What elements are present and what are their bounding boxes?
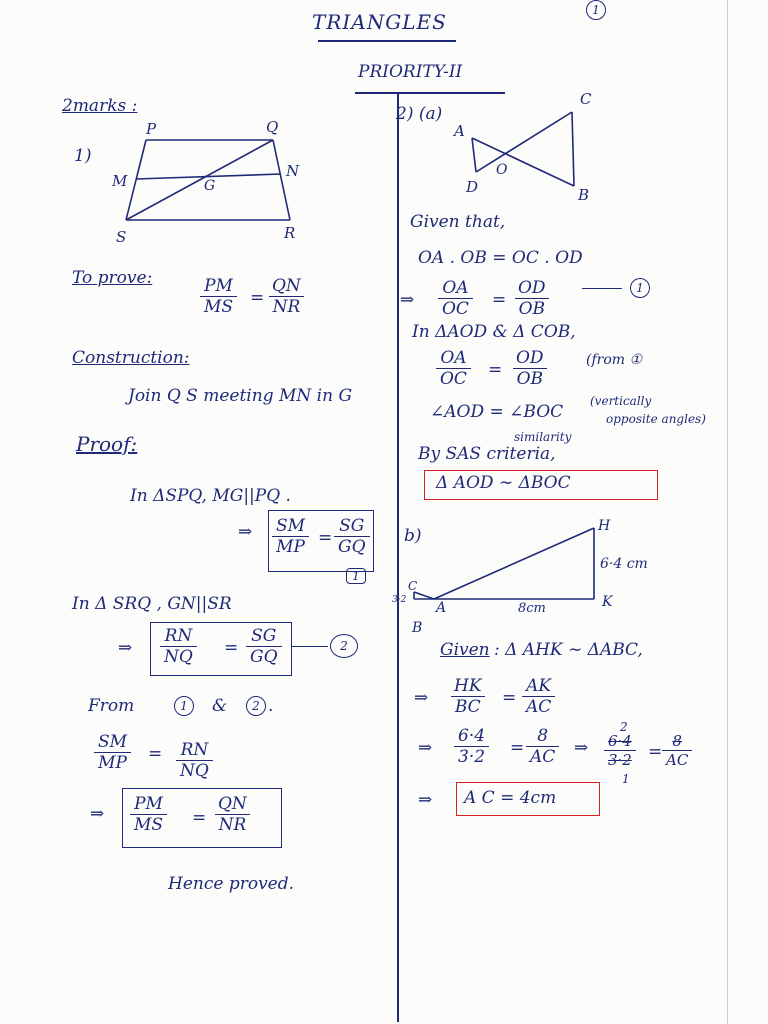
frac-den: MS <box>130 814 167 835</box>
frac-num: 6·4 <box>608 732 632 750</box>
ratio-lhs <box>436 348 471 389</box>
final-lhs <box>130 794 167 835</box>
frac-den: 3·2 <box>454 746 489 767</box>
to-prove-label: To prove: <box>72 268 153 288</box>
frac-den: OB <box>515 298 549 319</box>
side-ak-length: 8cm <box>518 601 546 616</box>
frac-den: MP <box>94 752 131 773</box>
angle-equality: ∠AOD = ∠BOC <box>430 402 564 422</box>
label-b-tri: B <box>412 620 423 636</box>
final-rhs <box>214 794 251 835</box>
frac-den: 3·2 <box>604 750 636 769</box>
opposite-angles-text: opposite angles) <box>606 412 706 426</box>
implies-arrow-r2: ⇒ <box>414 688 429 708</box>
frac-num: 8 <box>537 726 549 746</box>
given-frac-rhs <box>514 278 550 319</box>
similarity-result: Δ AOD ∼ ΔBOC <box>436 473 571 493</box>
question-2a-number: 2) (a) <box>396 104 443 124</box>
mark-leader-2 <box>292 646 328 647</box>
equals-sign: = <box>648 742 663 762</box>
reduced-rhs <box>662 732 692 769</box>
small-hyp-ac <box>414 592 434 599</box>
implies-arrow-1: ⇒ <box>238 522 253 542</box>
label-h: H <box>598 518 611 534</box>
sim-ratio-lhs <box>450 676 486 717</box>
ref-circle-2: 2 <box>246 696 266 716</box>
frac-den: AC <box>526 746 559 767</box>
label-o: O <box>496 162 508 178</box>
implies-arrow-r3: ⇒ <box>418 738 433 758</box>
frac-num: 8 <box>672 732 682 750</box>
page-number-text: 1 <box>592 3 600 17</box>
label-a: A <box>454 122 465 140</box>
page-subtitle: PRIORITY-II <box>358 62 463 82</box>
ref-circle-1: 1 <box>174 696 194 716</box>
from-end: . <box>268 696 274 716</box>
frac-den: OB <box>513 368 547 389</box>
frac-num: AK <box>526 676 552 696</box>
segment-cb <box>572 112 574 186</box>
proof-label: Proof: <box>76 432 138 456</box>
mark-circle-1 <box>346 568 366 584</box>
label-d: D <box>466 178 479 196</box>
construction-text: Join Q S meeting MN in G <box>128 386 353 406</box>
box1-lhs <box>272 516 309 557</box>
values-lhs <box>454 726 489 767</box>
frac-num: 6·4 <box>458 726 486 746</box>
label-b: B <box>578 186 590 204</box>
right-triangle-figure <box>392 512 672 636</box>
frac-den: NR <box>215 814 251 835</box>
frac-den: AC <box>522 696 555 717</box>
given-2-text: : Δ AHK ∼ ΔABC, <box>494 640 643 660</box>
given-frac-lhs <box>438 278 473 319</box>
equals-sign: = <box>224 638 239 658</box>
frac-den: OC <box>436 368 471 389</box>
given-that: Given that, <box>410 212 506 232</box>
page-title: TRIANGLES <box>312 10 447 34</box>
frac-num: SG <box>339 516 365 536</box>
top-rule <box>318 40 456 42</box>
label-a-tri: A <box>436 600 447 616</box>
implies-arrow-2: ⇒ <box>118 638 133 658</box>
in-spq-text: In ΔSPQ, MG||PQ . <box>130 486 291 506</box>
frac-den: OC <box>438 298 473 319</box>
from-text: From <box>88 696 135 716</box>
label-k: K <box>602 594 613 610</box>
label-m: M <box>112 172 128 190</box>
implies-arrow-r5: ⇒ <box>418 790 433 810</box>
label-c-small: C <box>408 579 418 593</box>
diagonal-qs <box>126 140 273 220</box>
mark-circle-2 <box>330 634 358 658</box>
label-s: S <box>116 228 127 246</box>
step3-lhs <box>94 732 131 773</box>
similarity-text: similarity <box>514 430 572 444</box>
equals-sign: = <box>492 290 507 310</box>
question-2b-number: b) <box>404 526 422 546</box>
frac-num: SM <box>276 516 306 536</box>
equals-sign: = <box>502 688 517 708</box>
label-g: G <box>204 178 216 194</box>
frac-num: SG <box>251 626 277 646</box>
frac-den: MP <box>272 536 309 557</box>
frac-den: AC <box>662 750 692 769</box>
cancel-bottom-digit: 1 <box>622 772 630 786</box>
label-c: C <box>580 90 592 108</box>
side-bc-length: 3·2 <box>392 595 407 605</box>
equals-sign: = <box>148 744 163 764</box>
frac-num: QN <box>218 794 247 814</box>
side-qr <box>273 140 290 220</box>
frac-num: PM <box>134 794 163 814</box>
mark-text: 1 <box>636 281 644 295</box>
equals-sign: = <box>318 528 333 548</box>
frac-num: OA <box>442 278 469 298</box>
label-q: Q <box>266 118 279 136</box>
equals-sign: = <box>510 738 525 758</box>
in-srq-text: In Δ SRQ , GN||SR <box>72 594 232 614</box>
to-prove-lhs <box>200 276 237 317</box>
frac-den: NQ <box>160 646 197 667</box>
cancel-top-digit: 2 <box>620 720 628 734</box>
by-sas: By SAS criteria, <box>418 444 556 464</box>
to-prove-rhs <box>268 276 305 317</box>
frac-num: RN <box>180 740 209 760</box>
frac-num: RN <box>164 626 193 646</box>
mark-leader-r1 <box>582 288 622 289</box>
frac-den: GQ <box>334 536 370 557</box>
hence-proved: Hence proved. <box>168 874 295 894</box>
frac-num: HK <box>454 676 482 696</box>
page-number <box>586 0 606 20</box>
frac-den: NR <box>269 296 305 317</box>
frac-num: PM <box>204 276 233 296</box>
sim-ratio-rhs <box>522 676 555 717</box>
step3-rhs <box>176 740 213 781</box>
segment-ad <box>472 138 476 172</box>
implies-arrow-r4: ⇒ <box>574 738 589 758</box>
trapezium-figure <box>108 116 318 246</box>
mark-text: 1 <box>352 569 360 583</box>
equals-sign: = <box>250 288 265 308</box>
frac-den: GQ <box>246 646 282 667</box>
side-ps <box>126 140 146 220</box>
answer-text: A C = 4cm <box>464 788 557 808</box>
label-r: R <box>284 224 296 242</box>
implies-arrow-r1: ⇒ <box>400 290 415 310</box>
mark-text: 2 <box>340 639 348 653</box>
frac-den: MS <box>200 296 237 317</box>
frac-den: BC <box>451 696 485 717</box>
mark-circle-r1 <box>630 278 650 298</box>
frac-num: SM <box>98 732 128 752</box>
vertically-text: (vertically <box>590 394 652 408</box>
frac-num: OD <box>518 278 546 298</box>
segment-ab <box>472 138 574 186</box>
right-margin-line <box>727 0 728 1024</box>
label-p: P <box>146 120 157 138</box>
from-ref: (from ① <box>586 352 643 368</box>
given-2-label: Given <box>440 640 490 660</box>
question-1-number: 1) <box>74 146 92 166</box>
frac-num: OA <box>440 348 467 368</box>
ratio-rhs <box>512 348 548 389</box>
values-rhs <box>526 726 559 767</box>
box1-rhs <box>334 516 370 557</box>
given-equation: OA . OB = OC . OD <box>418 248 583 268</box>
box2-rhs <box>246 626 282 667</box>
in-aod-cob: In ΔAOD & Δ COB, <box>412 322 576 342</box>
equals-sign: = <box>192 808 207 828</box>
side-hk-length: 6·4 cm <box>600 556 648 572</box>
implies-arrow-3: ⇒ <box>90 804 105 824</box>
bowtie-figure <box>450 86 610 202</box>
label-n: N <box>286 162 300 180</box>
from-and: & <box>212 696 228 716</box>
hypotenuse-ah <box>434 528 594 599</box>
frac-den: NQ <box>176 760 213 781</box>
section-label: 2marks : <box>62 96 138 116</box>
frac-num: OD <box>516 348 544 368</box>
box2-lhs <box>160 626 197 667</box>
equals-sign: = <box>488 360 503 380</box>
frac-num: QN <box>272 276 301 296</box>
construction-label: Construction: <box>72 348 190 368</box>
reduced-lhs <box>604 732 636 769</box>
